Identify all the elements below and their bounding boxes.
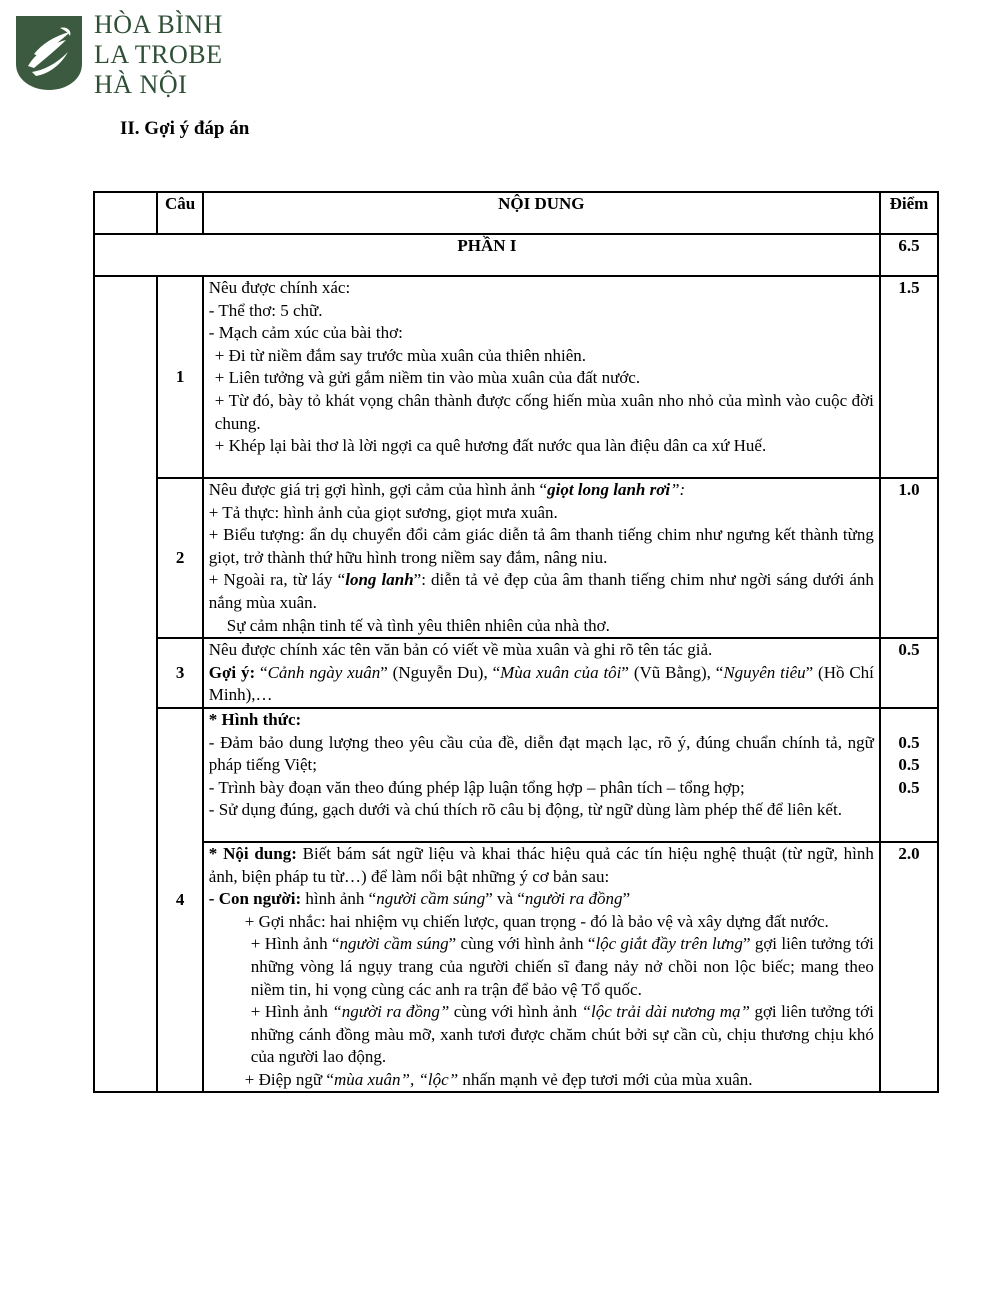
question-content-1 [203,276,880,478]
part-score: 6.5 [880,234,938,276]
question-row-4-form [94,708,938,842]
q4-point-3 [209,1069,874,1092]
q4-content-title: * Nội dung: [208,843,297,863]
q4-p1-a: + Hình ảnh “ [250,934,340,954]
q4-p2-b: cùng với hình ảnh [449,1002,582,1022]
q4-form-line: - Sử dụng đúng, gạch dưới và chú thích rõ câu bị động, từ ngữ dùng làm phép thế để liên kết. [208,800,842,820]
q4-cn-b: ” và “ [485,889,525,909]
q2-line: Sự cảm nhận tinh tế và tình yêu thiên nhiên của nhà thơ. [226,615,610,635]
q3-line: Nêu được chính xác tên văn bản có viết về mùa xuân và ghi rõ tên tác giả. [208,640,713,660]
q2-intro-end: ”: [670,480,686,499]
q3-suggestion: Gợi ý: “Cảnh ngày xuân” (Nguyễn Du), “Mùa xuân của tôi” (Vũ Bằng), “Nguyên tiêu” (Hồ Chí Minh),… [208,662,874,705]
q4-form-score: 0.5 [898,732,920,752]
q3-author-3: (Hồ Chí Minh),… [208,662,874,705]
q4-cn-a: hình ảnh “ [301,889,377,909]
q4-p2-term-2: “lộc trải dài nương mạ” [581,1002,750,1022]
q1-line: Nêu được chính xác: [208,278,351,297]
q4-form-score-spacer [886,709,932,732]
q2-line: + Tả thực: hình ảnh của giọt sương, giọt mưa xuân. [208,502,558,522]
q4-p2-a: + Hình ảnh [250,1002,333,1022]
q3-work-3: Nguyên tiêu [723,662,806,682]
q3-author-2: (Vũ Bằng), [628,662,716,682]
brand-line-1: HÒA BÌNH [94,10,223,39]
question-score-1: 1.5 [880,276,938,478]
question-score-3: 0.5 [880,638,938,708]
question-score-2: 1.0 [880,478,938,638]
brand-name [94,10,223,100]
part-label: PHẦN I [94,234,880,276]
q3-goiy-label: Gợi ý: [208,662,256,682]
q4-p1-term-1: người cầm súng [339,934,449,954]
q1-line: + Từ đó, bày tỏ khát vọng chân thành được cống hiến mùa xuân nho nhỏ của mình vào cuộc đời chung. [214,390,874,433]
q4-p3-b: nhấn mạnh vẻ đẹp tươi mới của mùa xuân. [458,1069,753,1089]
q4-cn-term-1: người cầm súng [376,889,486,909]
logo-emblem [14,14,84,92]
header-blank-cell [94,192,157,234]
question-row-2 [94,478,938,638]
q4-con-nguoi-label: - Con người: [208,889,302,909]
section-title: II. Gợi ý đáp án [120,118,250,139]
q3-work-2: Mùa xuân của tôi [500,662,622,682]
q4-content-intro [209,843,874,888]
question-content-3 [203,638,880,708]
q4-p2-c: gợi liên tưởng tới những cánh đồng màu mỡ, xanh tươi được chăm chút bởi sự cần cù, chịu thương chịu khó của người lao động. [250,1002,874,1067]
q1-line: + Khép lại bài thơ là lời ngợi ca quê hương đất nước qua làn điệu dân ca xứ Huế. [214,436,767,456]
q4-p3-a: + Điệp ngữ “ [244,1069,334,1089]
q4-cn-c: ” [622,889,631,909]
q2-intro [209,479,874,502]
question-number-4: 4 [157,708,202,1093]
q4-cn-term-2: người ra đồng [524,889,623,909]
q4-con-nguoi [209,888,874,911]
q4-form-line: - Trình bày đoạn văn theo đúng phép lập luận tổng hợp – phân tích – tổng hợp; [208,777,745,797]
header-diem: Điểm [880,192,938,234]
q1-line: - Mạch cảm xúc của bài thơ: [208,323,403,343]
q2-intro-text: Nêu được giá trị gợi hình, gợi cảm của hình ảnh “ [208,480,548,499]
answer-table [93,191,939,1093]
q4-p3-term: mùa xuân”, “lộc” [333,1069,459,1089]
question-row-1 [94,276,938,478]
q4-point-1 [209,933,874,1001]
q4-p1-b: ” cùng với hình ảnh “ [448,934,596,954]
q4-form-score: 0.5 [898,777,920,797]
brand-line-2: LA TROBE [94,40,223,69]
question-score-4-form [880,708,938,842]
question-number-3: 3 [157,638,202,708]
q4-form-line: - Đảm bảo dung lượng theo yêu cầu của đề, diễn đạt mạch lạc, rõ ý, đúng chuẩn chính tả, ngữ pháp tiếng Việt; [208,732,874,775]
part-row [94,234,938,276]
brand-line-3: HÀ NỘI [94,70,188,99]
question-content-4-content [203,842,880,1093]
question-number-2: 2 [157,478,202,638]
q4-p1-term-2: lộc giắt đầy trên lưng [595,934,743,954]
q4-goi-nhac: + Gợi nhắc: hai nhiệm vụ chiến lược, quan trọng - đó là bảo vệ và xây dựng đất nước. [244,911,829,931]
q2-l3-a: + Ngoài ra, từ láy “ [208,570,346,590]
q1-line: - Thể thơ: 5 chữ. [208,300,323,320]
q2-line: + Biểu tượng: ẩn dụ chuyển đổi cảm giác diễn tả âm thanh tiếng chim như ngưng kết thành từng giọt, trở thành thứ hữu hình trong niềm say đắm, nâng niu. [208,525,874,567]
question-content-2 [203,478,880,638]
q1-line: + Đi từ niềm đắm say trước mùa xuân của thiên nhiên. [214,345,587,365]
question-content-4-form [203,708,880,842]
q4-content-intro-text: Biết bám sát ngữ liệu và khai thác hiệu quả các tín hiệu nghệ thuật (từ ngữ, hình ảnh, biện pháp tu từ…) để làm nổi bật những ý cơ bản sau: [208,843,874,886]
q4-p2-term-1: “người ra đồng” [332,1002,450,1022]
q3-work-1: Cảnh ngày xuân [267,662,381,682]
q3-author-1: (Nguyễn Du), [387,662,493,682]
q4-point-2 [209,1001,874,1069]
q1-line: + Liên tưởng và gửi gắm niềm tin vào mùa xuân của đất nước. [214,368,641,388]
q4-p1-c: ” gợi liên tưởng tới những vòng lá ngụy trang của người chiến sĩ đang nảy nở chồi non lộc biếc; mang theo niềm tin, hi vọng cùng các anh ra trận để bảo vệ Tổ quốc. [250,934,874,999]
q4-form-score: 0.5 [898,755,920,775]
q2-l3-b: ”: diễn tả vẻ đẹp của âm thanh tiếng chim như ngời sáng dưới ánh nắng mùa xuân. [208,570,874,612]
q2-l3-term: long lanh [345,570,414,590]
q2-line-3 [209,569,874,614]
q4-form-title: * Hình thức: [208,709,302,729]
question-score-4-content: 2.0 [880,842,938,1093]
table-header-row [94,192,938,234]
header-noi-dung: NỘI DUNG [203,192,880,234]
q2-intro-term: giọt long lanh rơi [547,480,671,499]
question-number-1: 1 [157,276,202,478]
header-cau: Câu [157,192,202,234]
bird-leaf-emblem-icon [14,14,84,92]
part-side-cell [94,276,157,1092]
question-row-3 [94,638,938,708]
question-row-4-content [94,842,938,1093]
